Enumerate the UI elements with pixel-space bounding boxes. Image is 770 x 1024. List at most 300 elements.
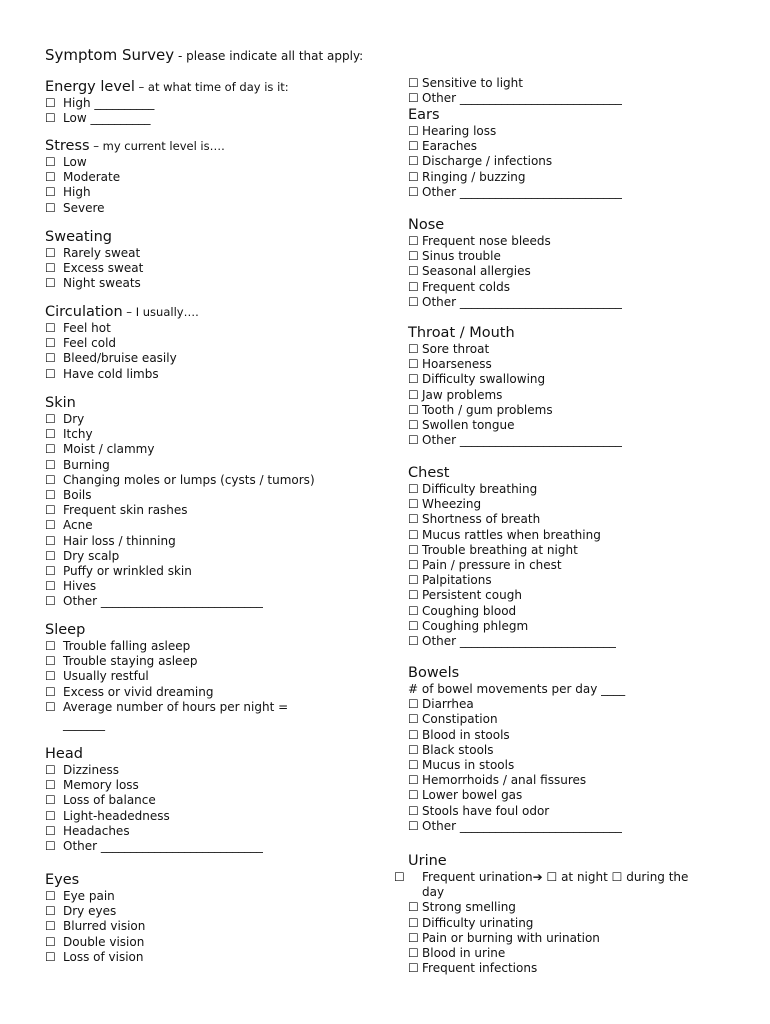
checklist-item-label: Frequent skin rashes — [63, 503, 188, 518]
section-throat-mouth — [408, 324, 708, 448]
checkbox-icon[interactable]: ☐ — [45, 200, 56, 215]
checklist-item-label: Excess sweat — [63, 261, 144, 276]
checklist-item-label: Ringing / buzzing — [422, 169, 526, 184]
checklist-item — [408, 573, 708, 588]
checkbox-icon[interactable]: ☐ — [45, 889, 56, 903]
checklist-item — [45, 367, 375, 382]
answer-blank[interactable]: _______ — [63, 717, 105, 732]
section-heading — [408, 216, 708, 234]
section-heading-text: Eyes — [45, 872, 80, 888]
checklist-item-label: Discharge / infections — [422, 154, 553, 169]
checkbox-icon[interactable]: ☐ — [45, 919, 56, 934]
checkbox-icon[interactable]: ☐ — [45, 111, 56, 126]
section-heading-text: Throat / Mouth — [408, 325, 515, 341]
checkbox-icon[interactable]: ☐ — [408, 900, 419, 915]
checkbox-icon[interactable]: ☐ — [408, 372, 419, 387]
checkbox-icon[interactable]: ☐ — [408, 803, 419, 818]
checklist-item-label: Itchy — [63, 427, 93, 442]
checklist-item — [408, 634, 708, 649]
checklist-item-label: Excess or vivid dreaming — [63, 684, 214, 699]
checklist-item-label: Other ___________________________ — [422, 91, 622, 106]
section-skin — [45, 394, 375, 610]
checklist-item — [408, 916, 708, 931]
checklist-item-label: Wheezing — [422, 497, 482, 512]
checklist-item — [408, 185, 708, 200]
checkbox-icon[interactable]: ☐ — [45, 366, 56, 381]
checklist-item — [45, 427, 375, 442]
section-heading — [408, 664, 708, 682]
checkbox-icon[interactable]: ☐ — [45, 564, 56, 579]
checkbox-icon[interactable]: ☐ — [408, 773, 419, 788]
checkbox-icon[interactable]: ☐ — [45, 579, 56, 594]
checklist-item-label: Pain / pressure in chest — [422, 558, 562, 573]
section-heading-text: Head — [45, 746, 83, 762]
checkbox-icon[interactable]: ☐ — [45, 823, 56, 838]
checklist-item — [408, 91, 708, 106]
checklist-item — [45, 793, 375, 808]
checklist-item-label: Light-headedness — [63, 808, 170, 823]
checkbox-icon[interactable]: ☐ — [408, 76, 419, 90]
checklist — [45, 412, 375, 610]
checklist-item-label: Have cold limbs — [63, 366, 159, 381]
checklist-item-label: Dry scalp — [63, 548, 120, 563]
checkbox-icon[interactable]: ☐ — [45, 699, 56, 714]
checkbox-icon[interactable]: ☐ — [408, 418, 419, 433]
checklist-item-label: Other ___________________________ — [63, 839, 263, 854]
checklist-item — [408, 403, 708, 418]
checkbox-icon[interactable]: ☐ — [45, 170, 56, 185]
section-heading-text: Stress — [45, 138, 90, 154]
checklist-item-label: Dry — [63, 412, 85, 426]
checklist-item-label: Headaches — [63, 823, 130, 838]
checklist-item-label: Trouble staying asleep — [63, 654, 198, 669]
checklist-item — [45, 889, 375, 904]
checkbox-icon[interactable]: ☐ — [408, 712, 419, 727]
checklist-item-label: Average number of hours per night = — [63, 699, 289, 714]
section-heading-text: Urine — [408, 853, 447, 869]
checklist — [45, 155, 375, 216]
checkbox-icon[interactable]: ☐ — [408, 930, 419, 945]
section-heading-text: Circulation — [45, 304, 123, 320]
checklist-item — [45, 261, 375, 276]
checklist-item — [45, 336, 375, 351]
section-stress — [45, 137, 375, 216]
checkbox-icon[interactable]: ☐ — [45, 548, 56, 563]
section-heading-text: Skin — [45, 395, 76, 411]
checklist-item-label: Coughing blood — [422, 603, 517, 618]
checkbox-icon[interactable]: ☐ — [45, 503, 56, 518]
checklist-item-label: High — [63, 185, 91, 200]
checklist-item-label: Moderate — [63, 170, 121, 185]
checkbox-icon[interactable]: ☐ — [45, 488, 56, 503]
checklist-item — [45, 654, 375, 669]
checklist-item-label: Swollen tongue — [422, 418, 515, 433]
section-heading — [45, 394, 375, 412]
checklist-item-label: Mucus rattles when breathing — [422, 527, 601, 542]
checkbox-icon[interactable]: ☐ — [45, 594, 56, 609]
checklist-item-label: Blood in urine — [422, 946, 506, 961]
section-urine — [394, 852, 708, 976]
checklist-item — [408, 482, 708, 497]
checklist-item — [45, 111, 375, 126]
checklist-item-label: Blurred vision — [63, 919, 146, 934]
checklist-item-label: Severe — [63, 200, 105, 215]
checkbox-icon[interactable]: ☐ — [408, 294, 419, 309]
checklist — [408, 682, 708, 834]
section-heading — [45, 871, 375, 889]
checklist-item-label: Jaw problems — [422, 387, 503, 402]
checkbox-icon[interactable]: ☐ — [394, 870, 405, 884]
checklist-item — [45, 185, 375, 200]
checkbox-icon[interactable]: ☐ — [45, 96, 56, 110]
checklist-item-label: Other ___________________________ — [422, 818, 622, 833]
checklist-item-label: Blood in stools — [422, 727, 510, 742]
checklist-item — [45, 518, 375, 533]
checklist-item-label: Changing moles or lumps (cysts / tumors) — [63, 472, 315, 487]
checkbox-icon[interactable]: ☐ — [408, 758, 419, 773]
checklist-item-label: Other ___________________________ — [422, 433, 622, 448]
checklist-item-label: Low — [63, 155, 87, 169]
checkbox-icon[interactable]: ☐ — [408, 249, 419, 264]
checklist-item — [408, 154, 708, 169]
checkbox-icon[interactable]: ☐ — [408, 357, 419, 372]
checkbox-icon[interactable]: ☐ — [45, 934, 56, 949]
checkbox-icon[interactable]: ☐ — [408, 512, 419, 527]
checkbox-icon[interactable]: ☐ — [408, 124, 419, 138]
checklist-item — [408, 418, 708, 433]
checklist-item-label: Seasonal allergies — [422, 264, 531, 279]
checkbox-icon[interactable]: ☐ — [45, 763, 56, 777]
checkbox-icon[interactable]: ☐ — [45, 472, 56, 487]
checklist-item-label: Memory loss — [63, 778, 139, 793]
checklist-item — [45, 919, 375, 934]
checklist-item — [45, 549, 375, 564]
checklist-item — [45, 246, 375, 261]
checklist-item — [408, 588, 708, 603]
checkbox-icon[interactable]: ☐ — [408, 482, 419, 496]
checklist-item — [408, 372, 708, 387]
section-head — [45, 745, 375, 854]
checkbox-icon[interactable]: ☐ — [408, 433, 419, 448]
checklist-item — [45, 935, 375, 950]
checkbox-icon[interactable]: ☐ — [45, 155, 56, 169]
checklist-item — [408, 931, 708, 946]
checklist — [45, 96, 375, 126]
checklist — [45, 763, 375, 854]
section-continued — [408, 76, 708, 106]
section-chest — [408, 464, 708, 649]
checklist-item-label: Tooth / gum problems — [422, 402, 553, 417]
checklist — [45, 639, 375, 732]
checklist — [408, 234, 708, 310]
section-bowels — [408, 664, 708, 834]
checkbox-icon[interactable]: ☐ — [45, 904, 56, 919]
checklist-item-label: Moist / clammy — [63, 442, 155, 457]
checklist-item-label: Mucus in stools — [422, 758, 515, 773]
section-heading-text: Energy level — [45, 79, 135, 95]
checklist-item — [408, 758, 708, 773]
checklist-item-label: Difficulty breathing — [422, 482, 538, 496]
checklist-item — [408, 342, 708, 357]
checkbox-icon[interactable]: ☐ — [408, 279, 419, 294]
checklist-item — [408, 712, 708, 727]
checklist-item-label: Puffy or wrinkled skin — [63, 564, 192, 579]
checklist-item — [45, 904, 375, 919]
checkbox-icon[interactable]: ☐ — [408, 387, 419, 402]
checklist-item — [45, 809, 375, 824]
section-energy-level — [45, 78, 375, 126]
checklist-item-label: Other ___________________________ — [63, 594, 263, 609]
checkbox-icon[interactable]: ☐ — [45, 839, 56, 854]
checklist-item-label: Hives — [63, 579, 97, 594]
checklist-item — [408, 280, 708, 295]
section-heading — [408, 464, 708, 482]
section-heading — [45, 78, 375, 96]
checkbox-icon[interactable]: ☐ — [408, 634, 419, 649]
checkbox-icon[interactable]: ☐ — [408, 169, 419, 184]
checklist-item — [408, 788, 708, 803]
section-heading — [45, 228, 375, 246]
checklist-item — [408, 528, 708, 543]
checklist — [408, 76, 708, 106]
checklist-item-label: Trouble breathing at night — [422, 542, 578, 557]
checkbox-icon[interactable]: ☐ — [45, 321, 56, 335]
section-nose — [408, 216, 708, 310]
checklist-item — [408, 697, 708, 712]
checklist-item-label: Frequent infections — [422, 961, 538, 976]
section-heading-text: Sleep — [45, 622, 86, 638]
checklist-item-label: Loss of balance — [63, 793, 156, 808]
checkbox-icon[interactable]: ☐ — [45, 246, 56, 260]
title-subtitle: - please indicate all that apply: — [174, 49, 364, 63]
checklist-item-label: Coughing phlegm — [422, 618, 529, 633]
checklist-item — [45, 276, 375, 291]
checklist-item-label: Difficulty swallowing — [422, 372, 546, 387]
checkbox-icon[interactable]: ☐ — [408, 91, 419, 106]
checklist-item — [45, 639, 375, 654]
checklist-item-label: Dizziness — [63, 763, 119, 777]
checklist-item — [45, 351, 375, 366]
checkbox-icon[interactable]: ☐ — [408, 573, 419, 588]
checkbox-icon[interactable]: ☐ — [45, 518, 56, 533]
checklist-item-label: Pain or burning with urination — [422, 930, 600, 945]
lead-line: # of bowel movements per day ____ — [408, 682, 626, 696]
checkbox-icon[interactable]: ☐ — [45, 185, 56, 200]
checkbox-icon[interactable]: ☐ — [408, 342, 419, 356]
checkbox-icon[interactable]: ☐ — [45, 276, 56, 291]
checklist-item — [408, 295, 708, 310]
checkbox-icon[interactable]: ☐ — [408, 139, 419, 154]
checklist-item-label: Black stools — [422, 742, 494, 757]
section-heading — [45, 303, 375, 321]
checkbox-icon[interactable]: ☐ — [408, 558, 419, 573]
checklist-item-label: Other __________________________ — [422, 634, 616, 649]
checklist-item — [408, 961, 708, 976]
checklist-item — [408, 249, 708, 264]
checklist-item — [45, 839, 375, 854]
checklist-item-label: Hearing loss — [422, 124, 497, 138]
checkbox-icon[interactable]: ☐ — [408, 961, 419, 976]
checkbox-icon[interactable]: ☐ — [408, 618, 419, 633]
checklist-item-label: Frequent urination➔ ☐ at night ☐ during the day — [422, 870, 689, 900]
checklist-item-label: Usually restful — [63, 669, 149, 684]
checklist-item — [45, 458, 375, 473]
checkbox-icon[interactable]: ☐ — [408, 184, 419, 199]
checklist-item — [408, 234, 708, 249]
section-heading-text: Bowels — [408, 665, 460, 681]
checkbox-icon[interactable]: ☐ — [408, 697, 419, 712]
checklist-item-label: Sinus trouble — [422, 249, 501, 264]
checklist-item — [408, 558, 708, 573]
checkbox-icon[interactable]: ☐ — [408, 527, 419, 542]
section-heading-text: Chest — [408, 465, 450, 481]
checklist-item-label: Trouble falling asleep — [63, 639, 191, 653]
checklist-item-label: Palpitations — [422, 573, 492, 588]
checklist-item-label: Hemorrhoids / anal fissures — [422, 773, 587, 788]
checklist-item — [408, 357, 708, 372]
checkbox-icon[interactable]: ☐ — [408, 818, 419, 833]
checklist-item-label: Constipation — [422, 712, 498, 727]
checklist-item — [408, 497, 708, 512]
checkbox-icon[interactable]: ☐ — [45, 351, 56, 366]
checklist — [408, 342, 708, 448]
section-heading-note: – at what time of day is it: — [134, 80, 289, 94]
checkbox-icon[interactable]: ☐ — [408, 264, 419, 279]
checklist-item — [408, 512, 708, 527]
checklist-item — [408, 946, 708, 961]
checklist-item — [408, 619, 708, 634]
checklist-item-label: Hair loss / thinning — [63, 533, 176, 548]
checkbox-icon[interactable]: ☐ — [408, 497, 419, 512]
checkbox-icon[interactable]: ☐ — [45, 949, 56, 964]
checklist-item-label: Eye pain — [63, 889, 115, 903]
checkbox-icon[interactable]: ☐ — [45, 684, 56, 699]
checkbox-icon[interactable]: ☐ — [408, 946, 419, 961]
checklist-item-label: Feel cold — [63, 336, 117, 351]
checkbox-icon[interactable]: ☐ — [45, 778, 56, 793]
checklist-item-label: Shortness of breath — [422, 512, 541, 527]
checklist-item-label: Acne — [63, 518, 93, 533]
section-heading-note: – my current level is…. — [89, 139, 225, 153]
checklist-item-label: Hoarseness — [422, 357, 492, 372]
checkbox-icon[interactable]: ☐ — [45, 427, 56, 442]
checkbox-icon[interactable]: ☐ — [45, 442, 56, 457]
checkbox-icon[interactable]: ☐ — [408, 588, 419, 603]
checkbox-icon[interactable]: ☐ — [45, 412, 56, 426]
checklist-item-label: Strong smelling — [422, 900, 516, 915]
checklist-item-label: Sensitive to light — [422, 76, 523, 90]
checklist-item-label: Difficulty urinating — [422, 915, 534, 930]
checklist-item-label: Earaches — [422, 139, 478, 154]
checklist — [408, 124, 708, 200]
checklist-item-label: High __________ — [63, 96, 155, 110]
checklist — [408, 482, 708, 649]
checklist-item — [45, 321, 375, 336]
section-heading — [45, 621, 375, 639]
checkbox-icon[interactable]: ☐ — [408, 742, 419, 757]
checklist-item-label: Night sweats — [63, 276, 141, 291]
checklist-item — [408, 264, 708, 279]
checkbox-icon[interactable]: ☐ — [45, 336, 56, 351]
checkbox-icon[interactable]: ☐ — [45, 808, 56, 823]
checklist-item-label: Dry eyes — [63, 904, 117, 919]
section-heading — [408, 852, 708, 870]
section-heading-text: Nose — [408, 217, 445, 233]
checkbox-icon[interactable]: ☐ — [408, 603, 419, 618]
checkbox-icon[interactable]: ☐ — [45, 639, 56, 653]
section-heading — [45, 745, 375, 763]
checklist-item-label: Frequent nose bleeds — [422, 234, 551, 248]
checklist — [394, 870, 708, 976]
checklist-item-label: Loss of vision — [63, 949, 144, 964]
checklist-item — [45, 155, 375, 170]
checklist-item — [408, 76, 708, 91]
section-heading — [408, 324, 708, 342]
checkbox-icon[interactable]: ☐ — [45, 533, 56, 548]
checkbox-icon[interactable]: ☐ — [408, 727, 419, 742]
checkbox-icon[interactable]: ☐ — [45, 669, 56, 684]
checklist-item — [408, 900, 708, 915]
checklist-item — [408, 388, 708, 403]
section-heading — [408, 106, 708, 124]
checklist-item — [45, 763, 375, 778]
checklist-item — [408, 139, 708, 154]
checkbox-icon[interactable]: ☐ — [45, 654, 56, 669]
checkbox-icon[interactable]: ☐ — [408, 234, 419, 248]
checklist — [45, 321, 375, 382]
section-ears — [408, 106, 708, 200]
checklist-item-label: Lower bowel gas — [422, 788, 523, 803]
checklist-item — [408, 743, 708, 758]
checkbox-icon[interactable]: ☐ — [408, 915, 419, 930]
checklist-item — [45, 594, 375, 609]
section-eyes — [45, 871, 375, 965]
checkbox-icon[interactable]: ☐ — [408, 154, 419, 169]
title-main: Symptom Survey — [45, 46, 175, 64]
checklist-item-label: Double vision — [63, 934, 145, 949]
checklist-item — [45, 503, 375, 518]
checkbox-icon[interactable]: ☐ — [45, 457, 56, 472]
section-sweating — [45, 228, 375, 292]
checklist-item — [45, 412, 375, 427]
checkbox-icon[interactable]: ☐ — [408, 402, 419, 417]
checklist — [45, 889, 375, 965]
checklist — [45, 246, 375, 292]
checklist-item-label: Boils — [63, 488, 92, 503]
section-heading-text: Sweating — [45, 229, 112, 245]
checklist-item-label: Burning — [63, 457, 110, 472]
checklist-item — [45, 534, 375, 549]
checklist-item-label: Sore throat — [422, 342, 490, 356]
checkbox-icon[interactable]: ☐ — [45, 793, 56, 808]
checklist-item — [45, 473, 375, 488]
checklist-item — [408, 543, 708, 558]
section-heading — [45, 137, 375, 155]
checklist-item — [45, 824, 375, 839]
checklist-item-label: Bleed/bruise easily — [63, 351, 177, 366]
checklist-item — [45, 96, 375, 111]
checklist-item — [45, 950, 375, 965]
checklist-item-label: Other ___________________________ — [422, 294, 622, 309]
checkbox-icon[interactable]: ☐ — [408, 542, 419, 557]
checklist-item — [394, 870, 708, 900]
checklist-item — [408, 728, 708, 743]
checklist-item-label: Feel hot — [63, 321, 111, 335]
section-heading-note: – I usually…. — [122, 305, 199, 319]
checkbox-icon[interactable]: ☐ — [408, 788, 419, 803]
checkbox-icon[interactable]: ☐ — [45, 261, 56, 276]
checklist-item-label: Frequent colds — [422, 279, 510, 294]
